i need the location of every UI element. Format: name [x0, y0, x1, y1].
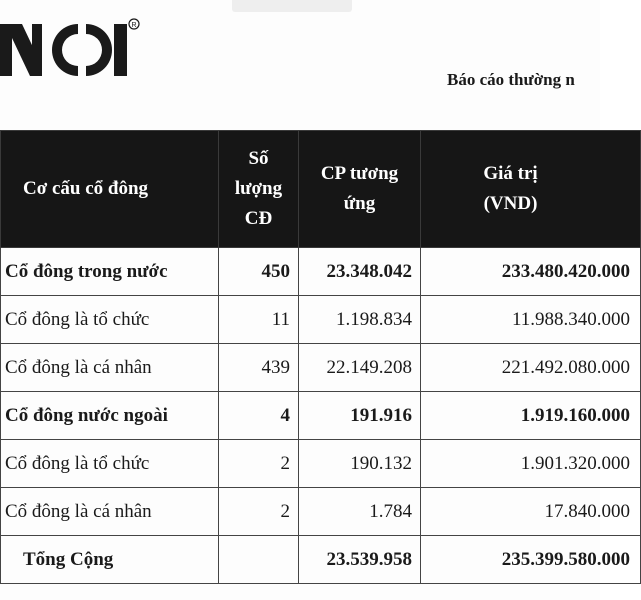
header-line: Giá trị	[483, 163, 538, 184]
cell-shareholder-group: Cổ đông là cá nhân	[1, 488, 219, 536]
header-shareholder-structure	[1, 131, 219, 248]
table-row	[1, 344, 641, 392]
header-corresponding-shares	[299, 131, 421, 248]
report-title: Báo cáo thường n	[447, 70, 575, 89]
cell-value-vnd: 1.919.160.000	[421, 392, 641, 440]
header-line: ứng	[343, 193, 376, 214]
cell-shareholder-group: Cổ đông là tổ chức	[1, 440, 219, 488]
header-shareholder-count	[219, 131, 299, 248]
cell-shareholder-count	[219, 536, 299, 584]
cell-shareholder-group: Cổ đông nước ngoài	[1, 392, 219, 440]
table-row	[1, 296, 641, 344]
cell-shareholder-count: 2	[219, 440, 299, 488]
cell-shareholder-count: 4	[219, 392, 299, 440]
cell-shareholder-group: Cổ đông là cá nhân	[1, 344, 219, 392]
cell-shareholder-count: 450	[219, 248, 299, 296]
cell-value-vnd: 221.492.080.000	[421, 344, 641, 392]
cell-shares: 191.916	[299, 392, 421, 440]
cell-shareholder-group: Cổ đông trong nước	[1, 248, 219, 296]
cell-value-vnd: 235.399.580.000	[421, 536, 641, 584]
table-row	[1, 248, 641, 296]
header-line: (VND)	[483, 193, 538, 214]
cell-shareholder-group: Tổng Cộng	[1, 536, 219, 584]
cell-value-vnd: 11.988.340.000	[421, 296, 641, 344]
cell-shareholder-count: 2	[219, 488, 299, 536]
header-value-vnd	[421, 131, 641, 248]
table-total-row	[1, 536, 641, 584]
cell-shares: 1.784	[299, 488, 421, 536]
table-body	[1, 248, 641, 584]
header-line: CP tương	[320, 163, 399, 184]
cell-shareholder-count: 11	[219, 296, 299, 344]
cell-shares: 190.132	[299, 440, 421, 488]
header-line: lượng	[234, 178, 283, 199]
cell-shares: 23.539.958	[299, 536, 421, 584]
table-row	[1, 488, 641, 536]
table-row	[1, 392, 641, 440]
shareholder-structure-table	[0, 130, 630, 584]
cell-value-vnd: 1.901.320.000	[421, 440, 641, 488]
cell-value-vnd: 233.480.420.000	[421, 248, 641, 296]
header-line: CĐ	[244, 208, 273, 229]
cell-shareholder-count: 439	[219, 344, 299, 392]
cell-shares: 22.149.208	[299, 344, 421, 392]
cell-shareholder-group: Cổ đông là tổ chức	[1, 296, 219, 344]
header-line: Cơ cấu cổ đông	[23, 178, 149, 199]
table-header-row	[1, 131, 641, 248]
svg-text:R: R	[131, 22, 137, 29]
cell-shares: 23.348.042	[299, 248, 421, 296]
table-row	[1, 440, 641, 488]
header-line: Số	[248, 148, 269, 169]
cell-shares: 1.198.834	[299, 296, 421, 344]
cell-value-vnd: 17.840.000	[421, 488, 641, 536]
top-toolbar-tab[interactable]	[232, 0, 352, 12]
company-logo	[0, 18, 140, 82]
